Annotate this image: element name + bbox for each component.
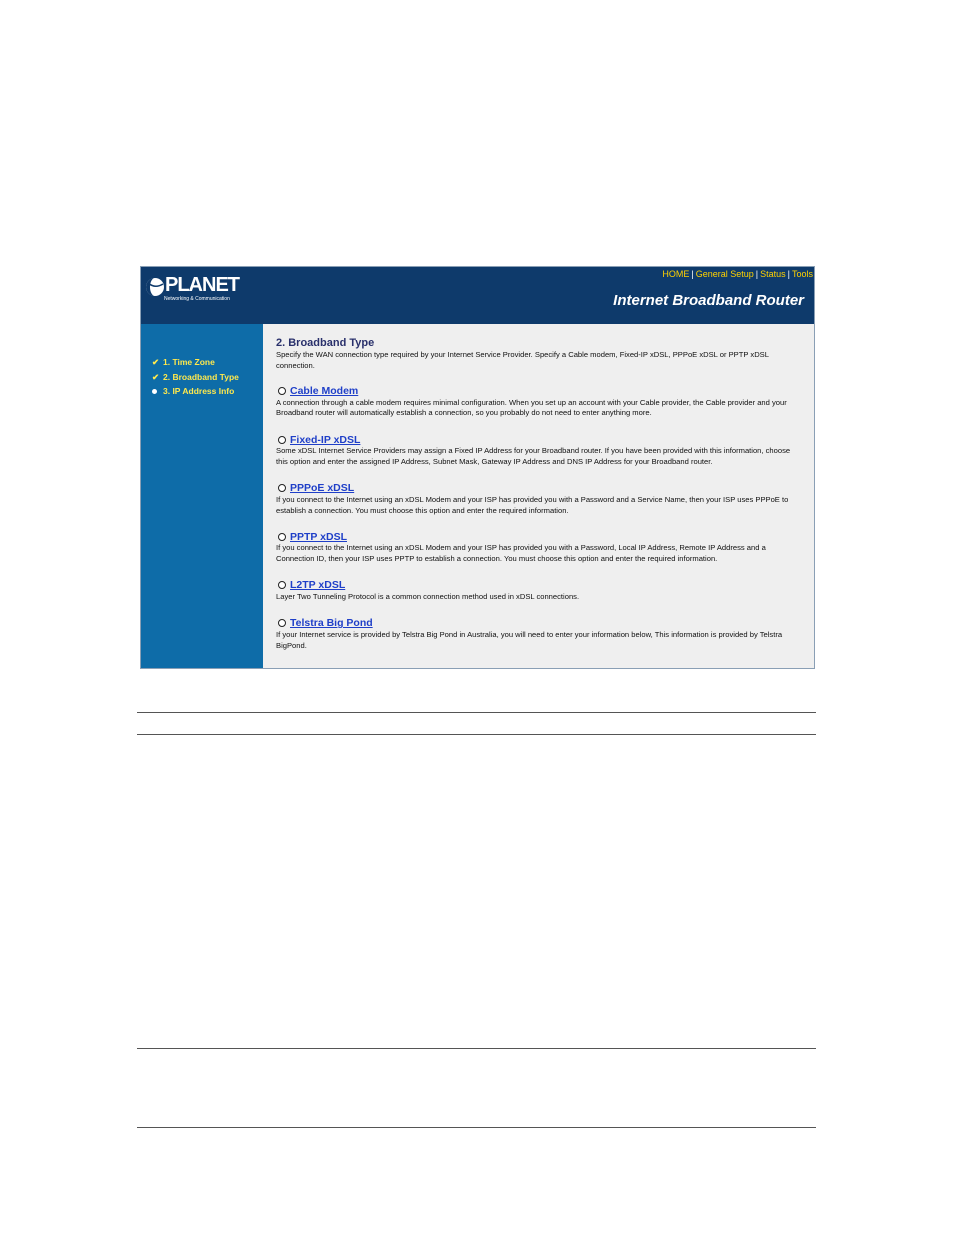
checkmark-icon: ✔ [152, 372, 160, 382]
header-bar [141, 267, 815, 324]
planet-globe-icon [145, 277, 165, 297]
router-web-ui [140, 266, 815, 669]
radio-pppoe-xdsl[interactable] [278, 484, 286, 492]
radio-cable-modem[interactable] [278, 387, 286, 395]
table-rule-middle [137, 1048, 816, 1049]
link-l2tp-xdsl[interactable]: L2TP xDSL [290, 579, 346, 592]
option-pptp-xdsl [276, 530, 796, 565]
intro-text: Specify the WAN connection type required by your Internet Service Provider. Specify a Cable modem, Fixed-IP xDSL, PPPoE xDSL or PPTP xDSL connection. [276, 350, 769, 370]
option-description: A connection through a cable modem requires minimal configuration. When you set up an account with your Cable provider, the Cable provider and your Broadband router will automatically establish a connection, so you probably do not need to enter anything more. [276, 397, 787, 418]
sidebar-step-time-zone[interactable] [152, 357, 215, 368]
nav-tools-link[interactable]: Tools [791, 269, 813, 279]
option-pppoe-xdsl [276, 482, 796, 517]
radio-telstra-big-pond[interactable] [278, 619, 286, 627]
logo-tagline: Networking & Communication [164, 296, 230, 302]
option-description: Some xDSL Internet Service Providers may assign a Fixed IP Address for your Broadband router. If you have been provided with this information, choose this option and enter the assigned IP Address, Subnet Mask, Gateway IP Address and DNS IP Address for your Broadband router. [276, 446, 791, 466]
step-label: 2. Broadband Type [163, 372, 239, 382]
current-step-bullet-icon [152, 389, 157, 394]
logo-wordmark: PLANET [165, 274, 239, 296]
radio-pptp-xdsl[interactable] [278, 533, 286, 541]
radio-l2tp-xdsl[interactable] [278, 581, 286, 589]
link-telstra-big-pond[interactable]: Telstra Big Pond [290, 617, 373, 630]
option-telstra-big-pond [276, 617, 796, 652]
sidebar-step-broadband-type[interactable] [152, 372, 239, 383]
checkmark-icon: ✔ [152, 357, 160, 367]
option-l2tp-xdsl [276, 579, 796, 603]
option-fixed-ip-xdsl [276, 433, 796, 468]
planet-logo [145, 273, 245, 303]
step-label: 1. Time Zone [163, 357, 215, 367]
link-pppoe-xdsl[interactable]: PPPoE xDSL [290, 482, 355, 495]
top-navigation [662, 269, 813, 279]
nav-status-link[interactable]: Status [760, 269, 786, 279]
step-label: 3. IP Address Info [163, 386, 235, 396]
option-description: If your Internet service is provided by Telstra Big Pond in Australia, you will need to enter your information below, This information is provided by Telstra BigPond. [276, 629, 783, 650]
table-rule-header [137, 734, 816, 735]
radio-fixed-ip-xdsl[interactable] [278, 436, 286, 444]
option-description: Layer Two Tunneling Protocol is a common connection method used in xDSL connections. [276, 591, 580, 601]
nav-separator: | [691, 269, 694, 279]
sidebar-step-ip-address-info[interactable] [152, 386, 234, 396]
table-rule-bottom [137, 1127, 816, 1128]
main-content [263, 324, 815, 669]
option-description: If you connect to the Internet using an xDSL Modem and your ISP has provided you with a Password, Local IP Address, Remote IP Address and a Connection ID, then your ISP uses PPTP to establish a connection. You must choose this option and enter the required information. [276, 543, 766, 564]
table-rule-top [137, 712, 816, 713]
nav-separator: | [787, 269, 790, 279]
nav-home-link[interactable]: HOME [662, 269, 690, 279]
option-description: If you connect to the Internet using an xDSL Modem and your ISP has provided you with a Password and a Service Name, then your ISP uses PPPoE to establish a connection. You must choose this option and enter the required information. [276, 494, 789, 515]
link-pptp-xdsl[interactable]: PPTP xDSL [290, 530, 347, 543]
product-title: Internet Broadband Router [613, 292, 804, 309]
page-title: 2. Broadband Type [276, 337, 375, 349]
link-cable-modem[interactable]: Cable Modem [290, 385, 359, 398]
nav-separator: | [755, 269, 759, 279]
wizard-sidebar [141, 324, 263, 669]
nav-general-setup-link[interactable]: General Setup [695, 269, 754, 279]
option-cable-modem [276, 385, 796, 420]
link-fixed-ip-xdsl[interactable]: Fixed-IP xDSL [290, 433, 361, 446]
